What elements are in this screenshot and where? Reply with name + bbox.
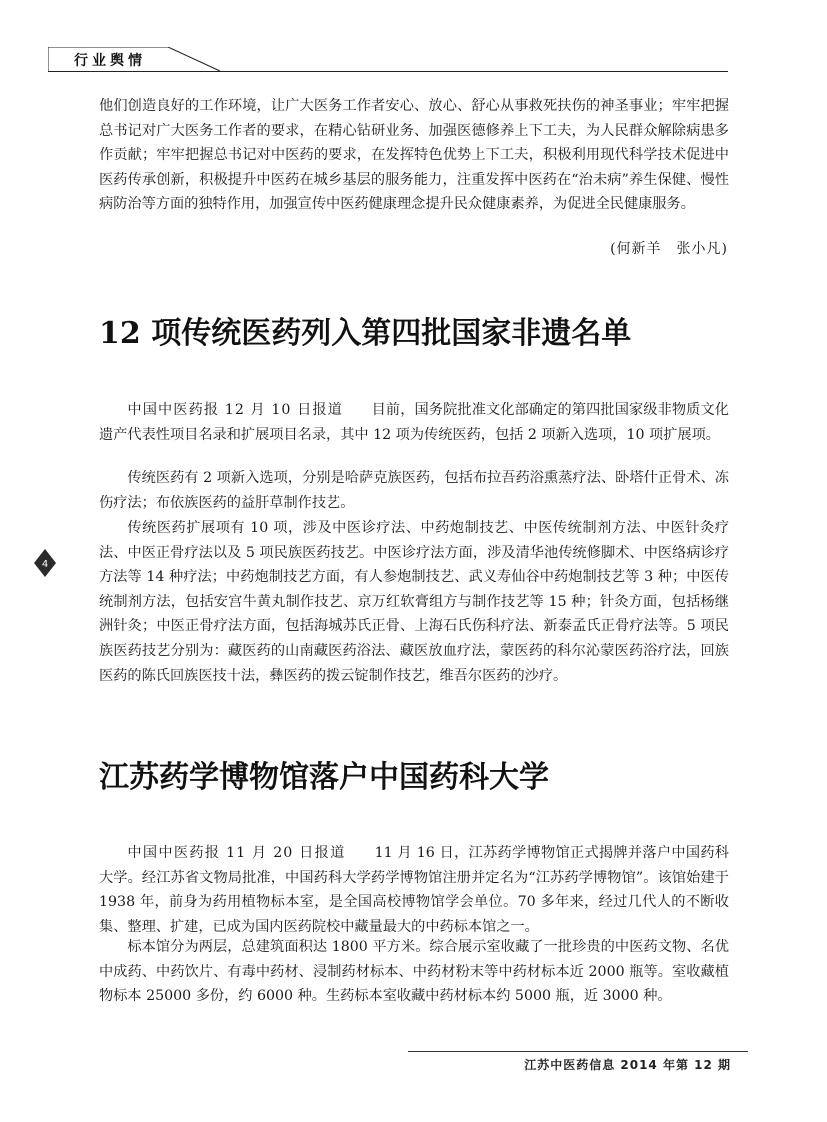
section-label: 行业舆情	[74, 53, 146, 69]
article1-paragraph-2: 传统医药有 2 项新入选项，分别是哈萨克族医药，包括布拉吾药浴熏蒸疗法、卧塔什正骨术、冻伤疗法；布依族医药的益肝草制作技艺。	[99, 470, 729, 511]
article1-title: 12 项传统医药列入第四批国家非遗名单	[99, 316, 632, 351]
author-credit: (何新羊 张小凡)	[610, 241, 728, 257]
journal-footer: 江苏中医药信息 2014 年第 12 期	[524, 1058, 731, 1072]
article2-p1-text: 11 月 16 日，江苏药学博物馆正式揭牌并落户中国药科大学。经江苏省文物局批准，中国药科大学药学博物馆注册并定名为“江苏药学博物馆”。该馆始建于 1938 年，前身为药用植物标本室，是全国高校博物馆学会单位。70 多年来，经过几代人的不断收集、整理、扩建，已成为国内医药院校中藏量最大的中药标本馆之一。	[99, 845, 729, 935]
article1-paragraph-3: 传统医药扩展项有 10 项，涉及中医诊疗法、中药炮制技艺、中医传统制剂方法、中医针灸疗法、中医正骨疗法以及 5 项民族医药技艺。中医诊疗法方面，涉及清华池传统修脚术、中医络病诊疗方法等 14 种疗法；中药炮制技艺方面，有人参炮制技艺、武义寿仙谷中药炮制技艺等 3 种；中医传统制剂方法，包括安宫牛黄丸制作技艺、京万红软膏组方与制作技艺等 15 种；针灸方面，包括杨继洲针灸；中医正骨疗法方面，包括海城苏氏正骨、上海石氏伤科疗法、新泰孟氏正骨疗法等。5 项民族医药技艺分别为：藏医药的山南藏医药浴法、藏医放血疗法，蒙医药的科尔沁蒙医药浴疗法，回族医药的陈氏回族医技十法，彝医药的拨云锭制作技艺，维吾尔医药的沙疗。	[99, 520, 729, 684]
header-rule	[48, 71, 728, 72]
article1-source: 中国中医药报 12 月 10 日报道	[127, 402, 343, 418]
page-number: 4	[41, 559, 49, 570]
intro-paragraph: 他们创造良好的工作环境，让广大医务工作者安心、放心、舒心从事救死扶伤的神圣事业；牢牢把握总书记对广大医务工作者的要求，在精心钻研业务、加强医德修养上下工夫，为人民群众解除病患多作贡献；牢牢把握总书记对中医药的要求，在发挥特色优势上下工夫，积极利用现代科学技术促进中医药传承创新，积极提升中医药在城乡基层的服务能力，注重发挥中医药在“治未病”养生保健、慢性病防治等方面的独特作用，加强宣传中医药健康理念提升民众健康素养，为促进全民健康服务。	[99, 98, 729, 213]
article2-source: 中国中医药报 11 月 20 日报道	[127, 845, 346, 861]
article2-paragraph-1	[99, 841, 729, 939]
article2-title: 江苏药学博物馆落户中国药科大学	[99, 760, 549, 795]
footer-rule	[408, 1051, 748, 1052]
article1-p1-text: 目前，国务院批准文化部确定的第四批国家级非物质文化遗产代表性项目名录和扩展项目名录，其中 12 项为传统医药，包括 2 项新入选项，10 项扩展项。	[99, 402, 729, 443]
section-tab	[48, 47, 168, 71]
article1-paragraph-1	[99, 398, 729, 447]
page-marker-icon	[34, 549, 56, 577]
article2-paragraph-2: 标本馆分为两层，总建筑面积达 1800 平方米。综合展示室收藏了一批珍贵的中医药文物、名优中成药、中药饮片、有毒中药材、浸制药材标本、中药材粉末等中药材标本近 2000 瓶等。室收藏植物标本 25000 多份，约 6000 种。生药标本室收藏中药材标本约 5000 瓶，近 3000 种。	[99, 939, 729, 1005]
